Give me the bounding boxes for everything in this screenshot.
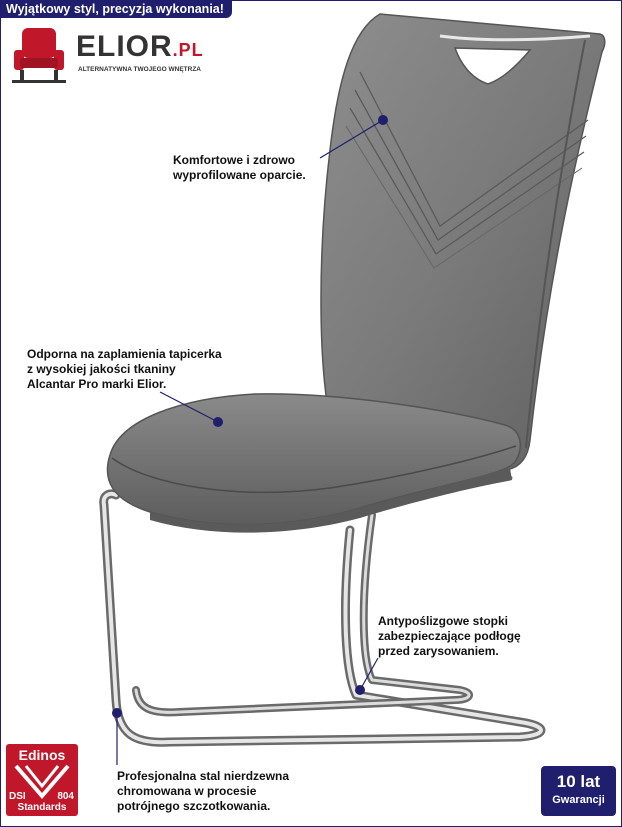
callout-dot-backrest [378, 115, 388, 125]
warranty-label: Gwarancji [552, 794, 605, 806]
callout-dot-upholstery [213, 417, 223, 427]
callout-backrest: Komfortowe i zdrowo wyprofilowane oparcie. [173, 153, 306, 182]
callout-dot-feet [355, 685, 365, 695]
callout-feet: Antypoślizgowe stopki zabezpieczające podłogę przed zarysowaniem. [378, 614, 521, 658]
armchair-icon [8, 24, 70, 86]
edinos-standards-badge: Edinos DSI 804 Standards [6, 744, 78, 816]
callout-upholstery: Odporna na zaplamienia tapicerka z wysokiej jakości tkaniny Alcantar Pro marki Elior. [27, 347, 222, 391]
callout-dot-steel [112, 708, 122, 718]
warranty-years: 10 lat [556, 772, 601, 791]
brand-name: ELIOR.PL [76, 30, 204, 63]
seat [107, 394, 520, 533]
callout-steel: Profesjonalna stal nierdzewna chromowana w procesie potrójnego szczotkowania. [117, 769, 290, 813]
header-tagline: Wyjątkowy styl, precyzja wykonania! [0, 0, 232, 18]
brand-logo [8, 24, 204, 86]
warranty-badge [541, 766, 616, 816]
brand-tagline: ALTERNATYWNA TWOJEGO WNĘTRZA [78, 66, 202, 73]
